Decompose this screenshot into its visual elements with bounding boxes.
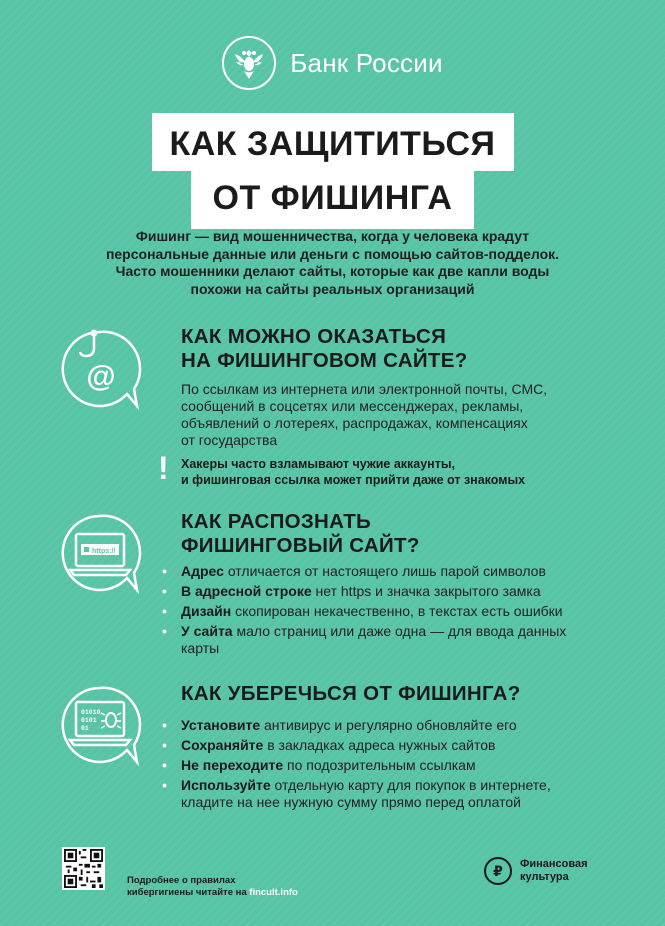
footer-line: кибергигиены читайте на <box>127 887 250 898</box>
protect-list <box>162 717 602 814</box>
qr-code-icon[interactable] <box>62 847 105 890</box>
intro-line: похожи на сайты реальных организаций <box>190 280 475 297</box>
list-item: • Не переходите по подозрительным ссылкам <box>162 757 476 773</box>
section-title-line: КАК РАСПОЗНАТЬ <box>181 510 372 533</box>
body-line: от государства <box>181 432 278 448</box>
exclamation-icon: ! <box>158 450 169 486</box>
list-item: • Дизайн скопирован некачественно, в текстах есть ошибки <box>162 603 563 619</box>
laptop-label: https:// <box>92 548 116 555</box>
logo-text: Банк России <box>290 47 443 78</box>
section-title-line: ФИШИНГОВЫЙ САЙТ? <box>181 534 420 557</box>
list-item: • У сайта мало страниц или даже одна — для ввода данных карты <box>162 623 567 656</box>
section-title-line: НА ФИШИНГОВОМ САЙТЕ? <box>181 349 468 372</box>
title-line-1: КАК ЗАЩИТИТЬСЯ <box>152 113 514 171</box>
section-body-how <box>181 381 547 449</box>
section-title-how <box>181 325 468 373</box>
financial-culture-logo <box>484 857 588 885</box>
warning-line: Хакеры часто взламывают чужие аккаунты, <box>181 457 456 471</box>
list-item: • Адрес отличается от настоящего лишь парой символов <box>162 563 546 579</box>
recognize-list <box>162 563 602 660</box>
svg-text:01: 01 <box>81 725 89 732</box>
laptop-bug-icon <box>54 680 144 770</box>
fincult-link[interactable]: fincult.info <box>249 887 298 898</box>
bank-logo <box>0 36 665 90</box>
section-title-line: КАК МОЖНО ОКАЗАТЬСЯ <box>181 325 447 348</box>
list-item: • Используйте отдельную карту для покупок в интернете, кладите на нее нужную сумму прямо перед оплатой <box>162 777 551 810</box>
warning-line: и фишинговая ссылка может прийти даже от знакомых <box>181 473 526 487</box>
hook-at-icon <box>54 324 144 414</box>
section-title-protect <box>181 682 521 706</box>
intro-line: Фишинг — вид мошенничества, когда у человека крадут <box>135 228 530 244</box>
intro-paragraph <box>80 228 585 298</box>
body-line: По ссылкам из интернета или электронной почты, СМС, <box>181 381 548 397</box>
section-title-recognize <box>181 510 420 558</box>
page-title <box>0 113 665 229</box>
title-line-2: ОТ ФИШИНГА <box>191 169 475 229</box>
warning-note <box>181 456 525 488</box>
intro-line: Часто мошенники делают сайты, которые как две капли воды <box>115 263 550 279</box>
list-item: • Установите антивирус и регулярно обновляйте его <box>162 717 517 733</box>
footer-line: Подробнее о правилах <box>127 875 236 886</box>
svg-text:0101: 0101 <box>81 717 97 724</box>
list-item: • Сохраняйте в закладках адреса нужных сайтов <box>162 737 496 753</box>
body-line: сообщений в соцсетях или мессенджерах, рекламы, <box>181 398 524 414</box>
brand-line: культура <box>520 871 569 883</box>
brand-line: Финансовая <box>520 858 588 870</box>
list-item: • В адресной строке нет https и значка закрытого замка <box>162 583 541 599</box>
svg-text:@: @ <box>86 360 116 393</box>
laptop-https-icon <box>54 508 144 598</box>
ruble-icon: ₽ <box>484 857 512 885</box>
double-headed-eagle-icon <box>222 36 276 90</box>
section-title-line: КАК УБЕРЕЧЬСЯ ОТ ФИШИНГА? <box>181 682 521 705</box>
body-line: объявлений о лотереях, распродажах, компенсациях <box>181 415 528 431</box>
intro-line: персональные данные или деньги с помощью сайтов-подделок. <box>105 245 560 262</box>
svg-text:01010: 01010 <box>81 709 101 716</box>
footer-info <box>127 875 298 899</box>
